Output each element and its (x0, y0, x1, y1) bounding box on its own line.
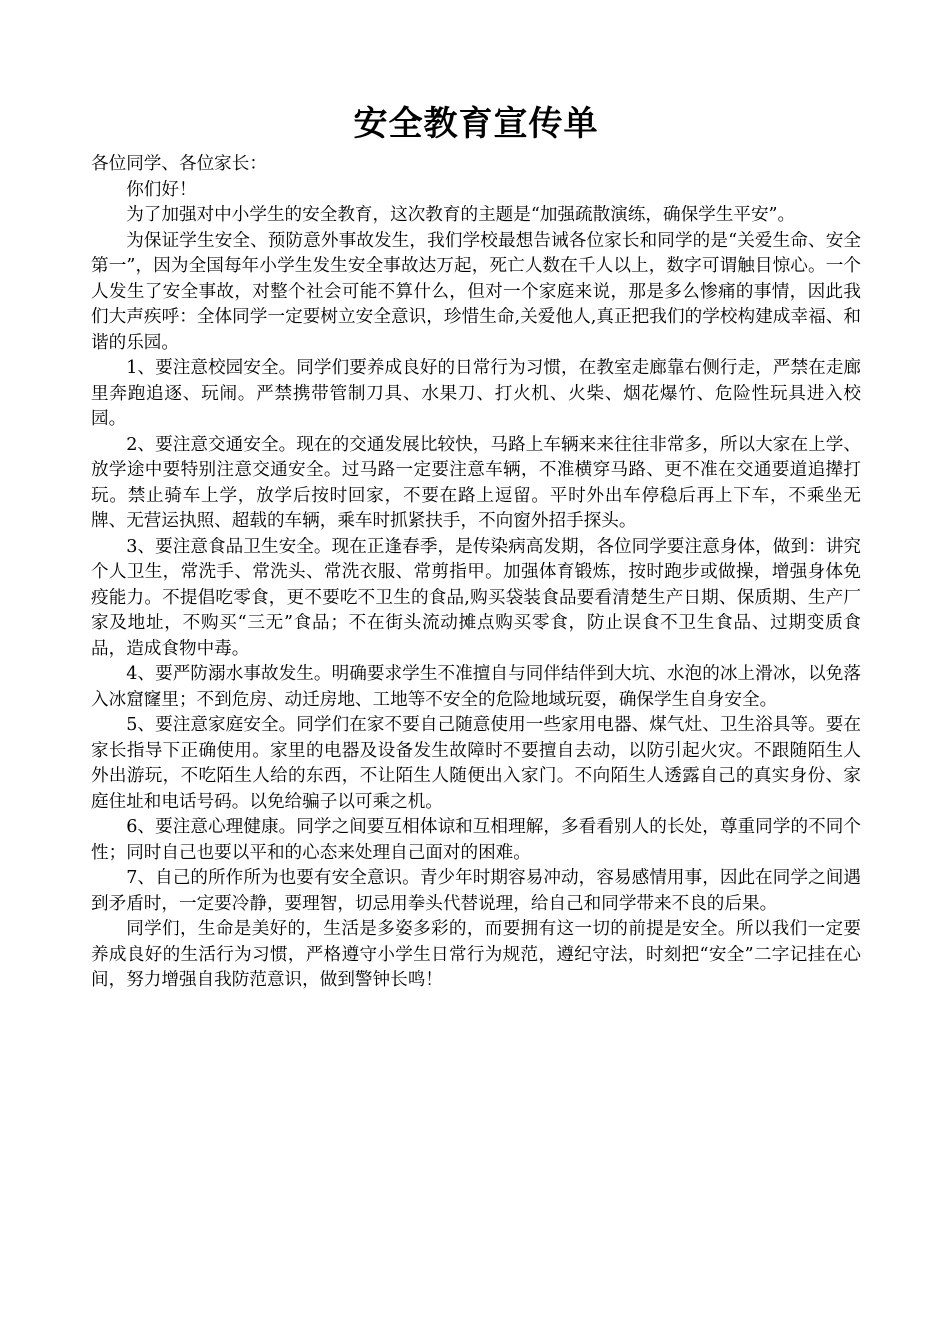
page-title: 安全教育宣传单 (353, 104, 599, 144)
body-paragraph-self-awareness: 7、自己的所作所为也要有安全意识。青少年时期容易冲动，容易感情用事，因此在同学之间遇到矛盾时，一定要冷静，要理智，切忌用拳头代替说理，给自己和同学带来不良的后果。 (91, 868, 861, 914)
body-paragraph-traffic-safety: 2、要注意交通安全。现在的交通发展比较快，马路上车辆来来往往非常多，所以大家在上学、放学途中要特别注意交通安全。过马路一定要注意车辆，不准横穿马路、更不准在交通要道追撵打玩。禁止骑车上学，放学后按时回家，不要在路上逗留。平时外出车停稳后再上下车，不乘坐无牌、无营运执照、超载的车辆，乘车时抓紧扶手，不向窗外招手探头。 (91, 434, 861, 531)
body-paragraph-campus-safety: 1、要注意校园安全。同学们要养成良好的日常行为习惯，在教室走廊靠右侧行走，严禁在走廊里奔跑追逐、玩闹。严禁携带管制刀具、水果刀、打火机、火柴、烟花爆竹、危险性玩具进入校园。 (91, 358, 861, 429)
flyer-page (91, 96, 861, 994)
salutation: 各位同学、各位家长： (91, 154, 267, 174)
greeting: 你们好！ (126, 179, 197, 200)
body-paragraph-conclusion: 同学们，生命是美好的，生活是多姿多彩的，而要拥有这一切的前提是安全。所以我们一定要养成良好的生活行为习惯，严格遵守小学生日常行为规范，遵纪守法，时刻把“安全”二字记挂在心间，努力增强自我防范意识，做到警钟长鸣！ (91, 919, 861, 990)
body-paragraph-food-safety: 3、要注意食品卫生安全。现在正逢春季，是传染病高发期，各位同学要注意身体，做到：讲究个人卫生，常洗手、常洗头、常洗衣服、常剪指甲。加强体育锻炼，按时跑步或做操，增强身体免疫能力。不提倡吃零食，更不要吃不卫生的食品,购买袋装食品要看清楚生产日期、保质期、生产厂家及地址，不购买“三无”食品；不在街头流动摊点购买零食，防止误食不卫生食品、过期变质食品，造成食物中毒。 (91, 536, 861, 659)
body-paragraph-preface: 为保证学生安全、预防意外事故发生，我们学校最想告诫各位家长和同学的是“关爱生命、安全第一”，因为全国每年小学生发生安全事故达万起，死亡人数在千人以上，数字可谓触目惊心。一个人发生了安全事故，对整个社会可能不算什么，但对一个家庭来说，那是多么惨痛的事情，因此我们大声疾呼：全体同学一定要树立安全意识，珍惜生命,关爱他人,真正把我们的学校构建成幸福、和谐的乐园。 (91, 230, 861, 353)
body-paragraph-mental-health: 6、要注意心理健康。同学之间要互相体谅和互相理解，多看看别人的长处，尊重同学的不同个性；同时自己也要以平和的心态来处理自己面对的困难。 (91, 817, 861, 863)
intro-paragraph: 为了加强对中小学生的安全教育，这次教育的主题是“加强疏散演练，确保学生平安”。 (126, 205, 796, 225)
body-paragraph-drowning-prevention: 4、要严防溺水事故发生。明确要求学生不准擅自与同伴结伴到大坑、水泡的冰上滑冰，以免落入冰窟窿里；不到危房、动迁房地、工地等不安全的危险地域玩耍，确保学生自身安全。 (91, 664, 861, 710)
body-paragraph-home-safety: 5、要注意家庭安全。同学们在家不要自己随意使用一些家用电器、煤气灶、卫生浴具等。要在家长指导下正确使用。家里的电器及设备发生故障时不要擅自去动，以防引起火灾。不跟随陌生人外出游玩，不吃陌生人给的东西，不让陌生人随便出入家门。不向陌生人透露自己的真实身份、家庭住址和电话号码。以免给骗子以可乘之机。 (91, 715, 861, 812)
